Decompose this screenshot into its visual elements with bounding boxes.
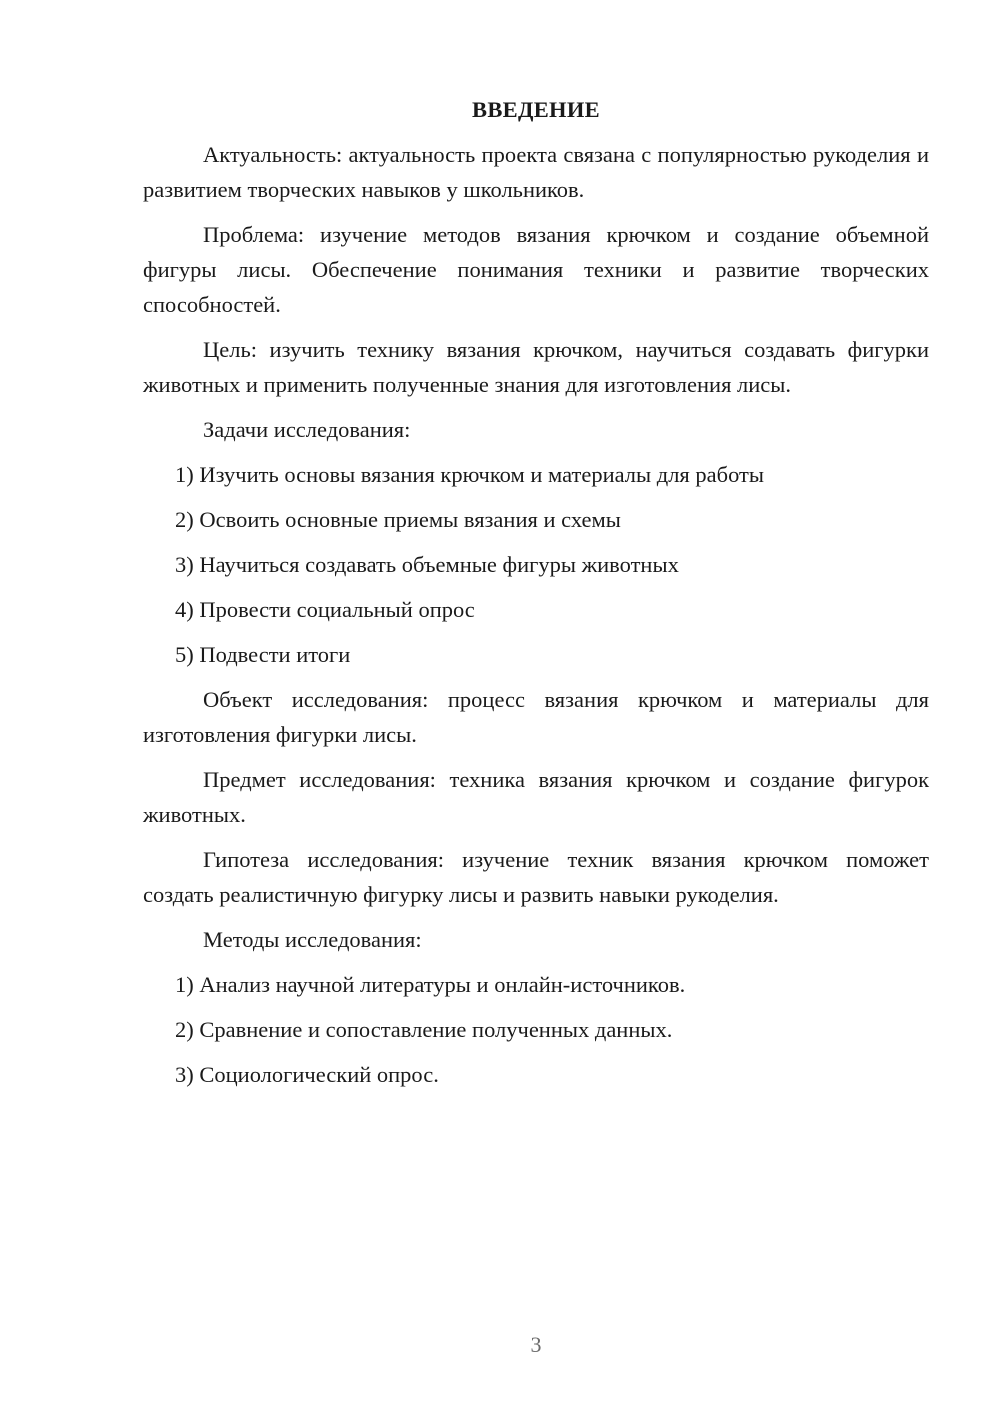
paragraph-object: Объект исследования: процесс вязания крючком и материалы для изготовления фигурки лисы. bbox=[143, 687, 929, 747]
tasks-list bbox=[143, 457, 929, 672]
list-item: 3) Научиться создавать объемные фигуры животных bbox=[175, 552, 679, 577]
methods-list bbox=[143, 967, 929, 1092]
list-item: 1) Изучить основы вязания крючком и материалы для работы bbox=[175, 462, 764, 487]
paragraph-methods-heading: Методы исследования: bbox=[203, 927, 422, 952]
list-item: 2) Сравнение и сопоставление полученных данных. bbox=[175, 1017, 673, 1042]
page-number: 3 bbox=[530, 1332, 542, 1357]
section-heading: ВВЕДЕНИЕ bbox=[472, 97, 600, 122]
list-item: 5) Подвести итоги bbox=[175, 642, 351, 667]
paragraph-goal: Цель: изучить технику вязания крючком, научиться создавать фигурки животных и применить полученные знания для изготовления лисы. bbox=[143, 337, 929, 397]
paragraph-problem: Проблема: изучение методов вязания крючком и создание объемной фигуры лисы. Обеспечение понимания техники и развитие творческих способностей. bbox=[143, 222, 929, 317]
list-item: 2) Освоить основные приемы вязания и схемы bbox=[175, 507, 621, 532]
paragraph-tasks-heading: Задачи исследования: bbox=[203, 417, 411, 442]
paragraph-hypothesis: Гипотеза исследования: изучение техник вязания крючком поможет создать реалистичную фигурку лисы и развить навыки рукоделия. bbox=[143, 847, 929, 907]
paragraph-relevance: Актуальность: актуальность проекта связана с популярностью рукоделия и развитием творческих навыков у школьников. bbox=[143, 142, 929, 202]
list-item: 1) Анализ научной литературы и онлайн-источников. bbox=[175, 972, 686, 997]
paragraph-subject: Предмет исследования: техника вязания крючком и создание фигурок животных. bbox=[143, 767, 929, 827]
page-content bbox=[143, 92, 929, 1102]
list-item: 4) Провести социальный опрос bbox=[175, 597, 475, 622]
list-item: 3) Социологический опрос. bbox=[175, 1062, 439, 1087]
